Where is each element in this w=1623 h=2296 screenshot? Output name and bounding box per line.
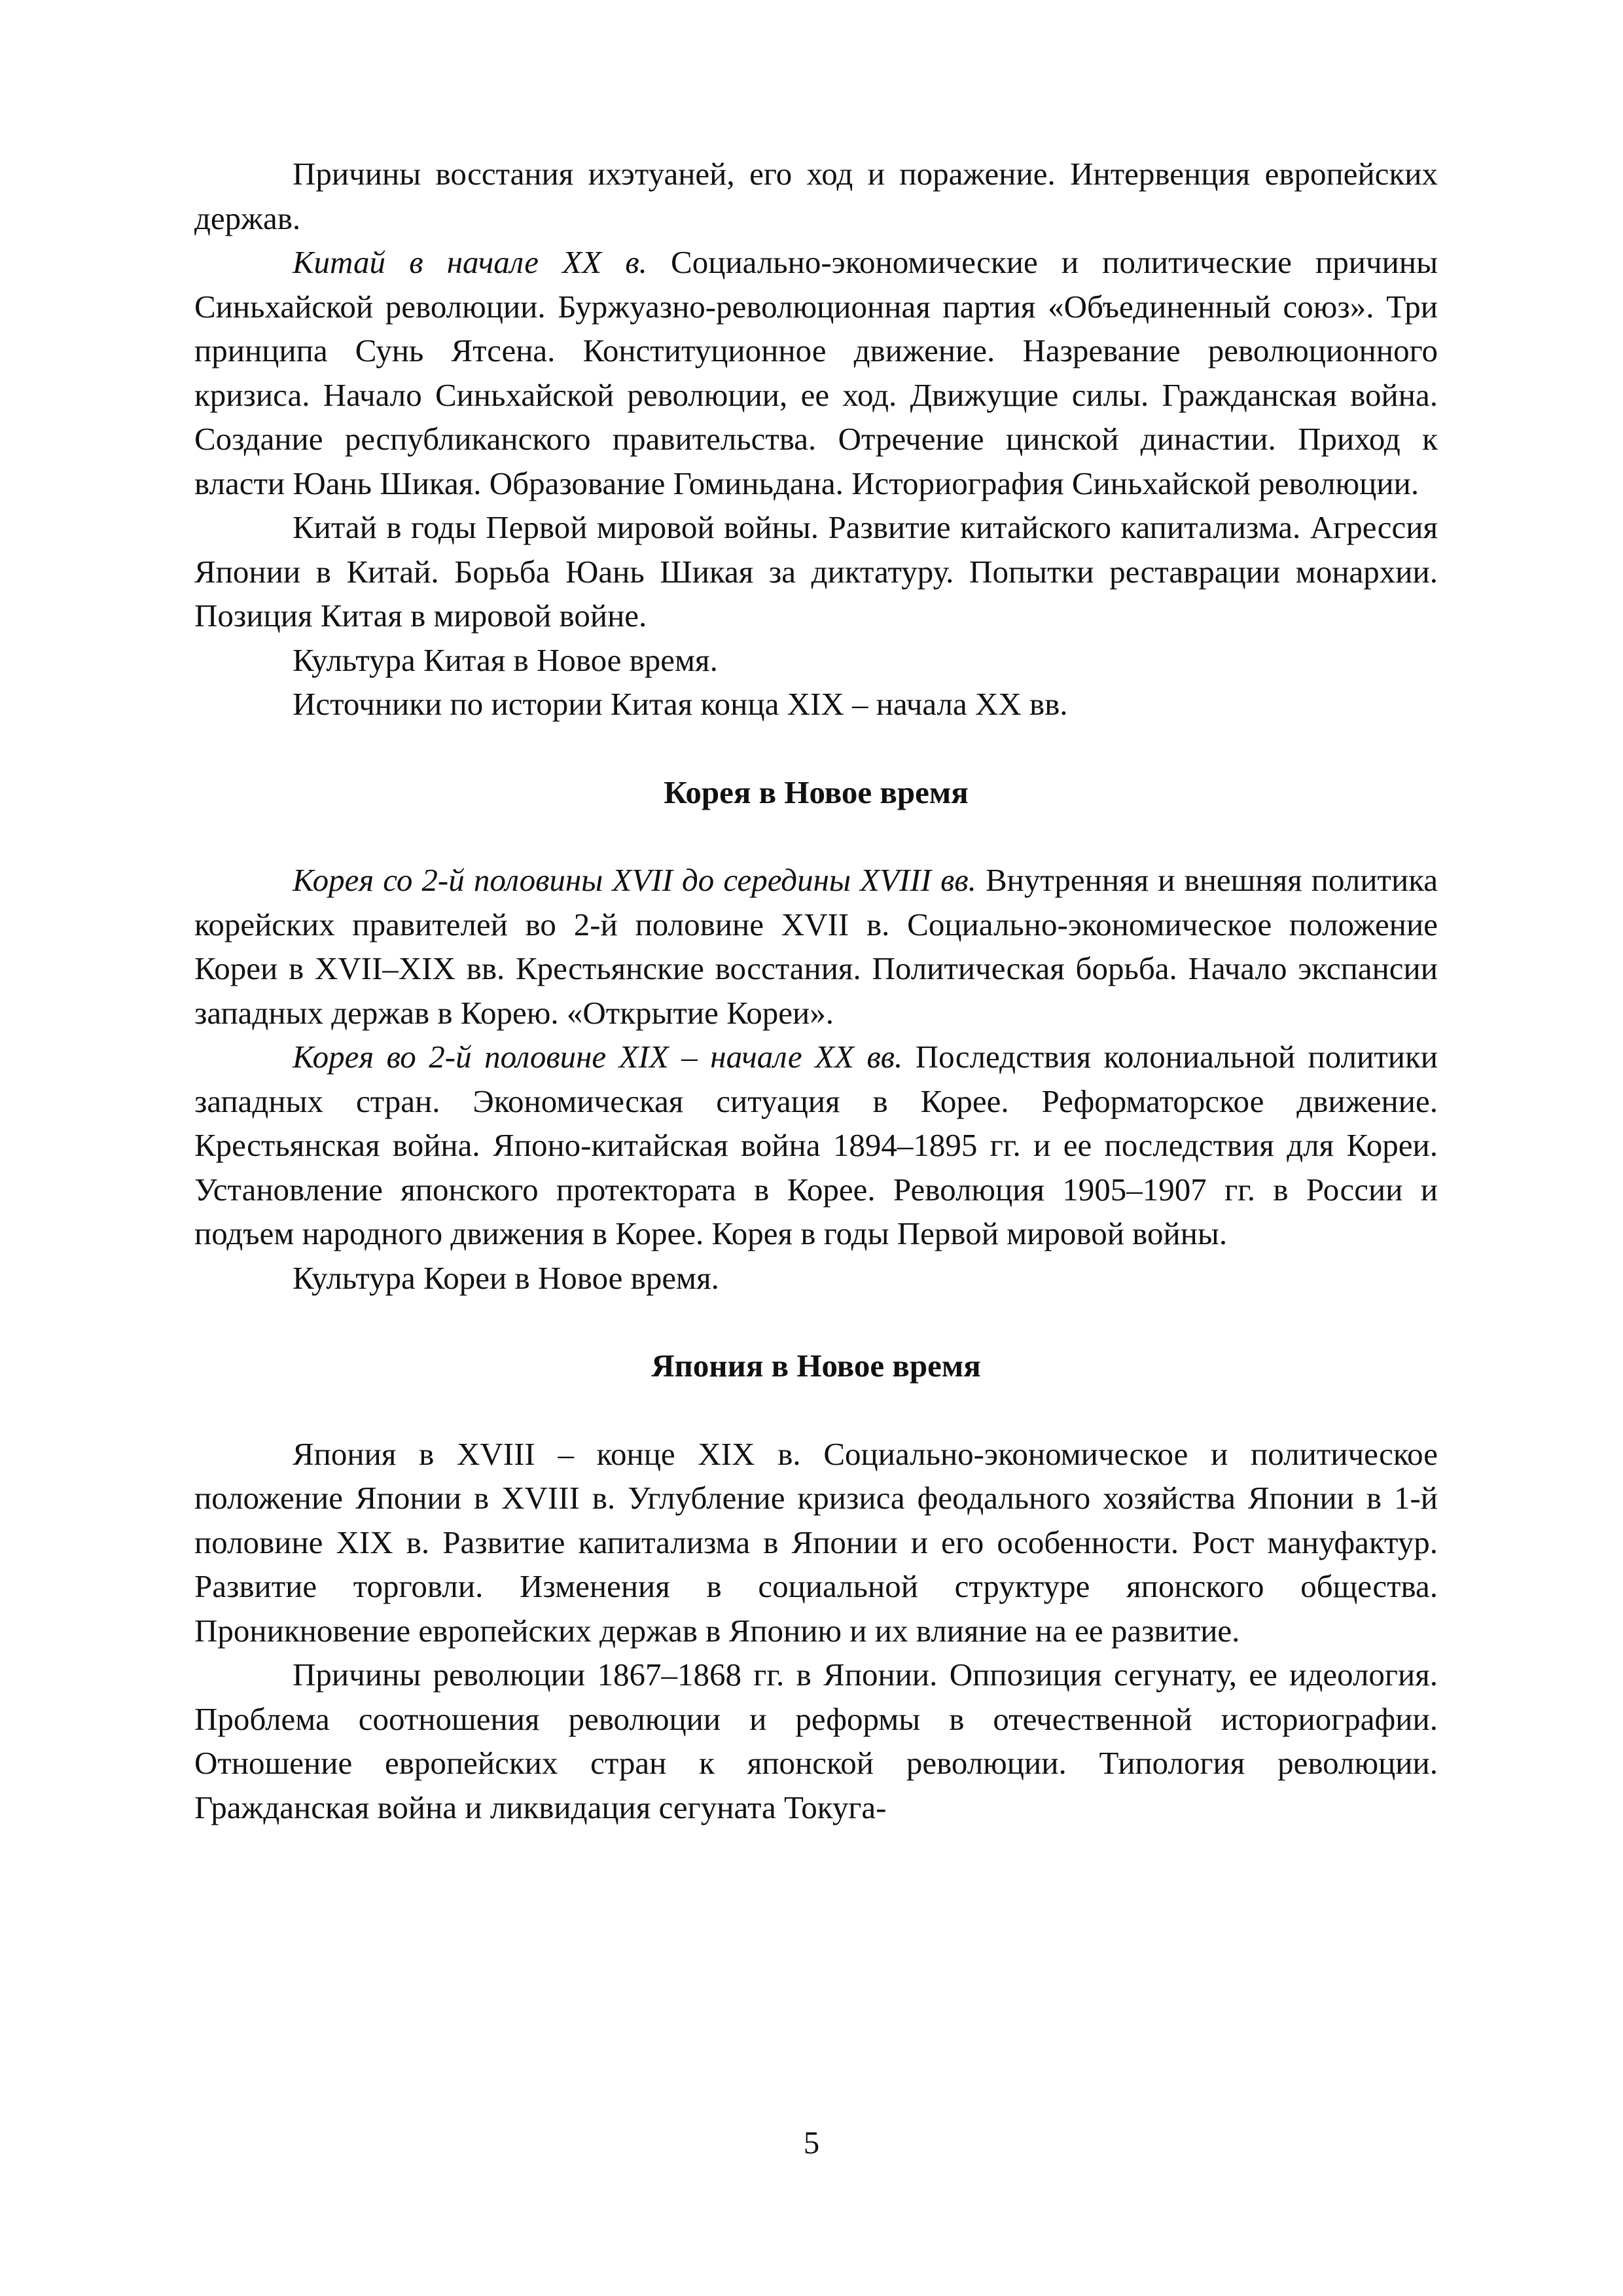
spacer xyxy=(194,814,1438,858)
spacer xyxy=(194,1388,1438,1432)
paragraph-china-early-20c xyxy=(194,240,1438,505)
page-number: 5 xyxy=(803,2125,820,2161)
paragraph-text: Внутренняя и внешняя политика корейских правителей во 2-й половине XVII в. Социально-экономическое положение Кореи в XVII–XIX вв. Крестьянские восстания. Политическая борьба. Начало экспансии западных держав в Корею. «Открытие Кореи». xyxy=(194,862,1438,1031)
spacer xyxy=(194,726,1438,770)
italic-lead-korea-1: Корея со 2-й половины XVII до середины XVIII вв. xyxy=(293,862,976,898)
paragraph-ihetuan: Причины восстания ихэтуаней, его ход и поражение. Интервенция европейских держав. xyxy=(194,156,1438,236)
paragraph-japan-revolution: Причины революции 1867–1868 гг. в Японии. Оппозиция сегунату, ее идеология. Проблема соотношения революции и реформы в отечественной историографии. Отношение европейских стран к японской революции. Типология революции. Гражданская война и ликвидация сегуната Токуга- xyxy=(194,1657,1438,1825)
paragraph-korea-culture: Культура Кореи в Новое время. xyxy=(293,1259,719,1296)
paragraph-china-ww1: Китай в годы Первой мировой войны. Развитие китайского капитализма. Агрессия Японии в Китай. Борьба Юань Шикая за диктатуру. Попытки реставрации монархии. Позиция Китая в мировой войне. xyxy=(194,509,1438,634)
paragraph-china-sources: Источники по истории Китая конца XIX – начала XX вв. xyxy=(293,686,1068,722)
italic-lead-korea-2: Корея во 2-й половине XIX – начале XX вв. xyxy=(293,1039,903,1075)
paragraph-china-culture: Культура Китая в Новое время. xyxy=(293,641,718,678)
paragraph-japan-18-19c: Япония в XVIII – конце XIX в. Социально-экономическое и политическое положение Японии в XVIII в. Углубление кризиса феодального хозяйства Японии в 1-й половине XIX в. Развитие капитализма в Японии и его особенности. Рост мануфактур. Развитие торговли. Изменения в социальной структуре японского общества. Проникновение европейских держав в Японию и их влияние на ее развитие. xyxy=(194,1435,1438,1649)
paragraph-korea-19-20c xyxy=(194,1035,1438,1256)
spacer xyxy=(194,1300,1438,1344)
paragraph-text: Социально-экономические и политические причины Синьхайской революции. Буржуазно-революционная партия «Объединенный союз». Три принципа Сунь Ятсена. Конституционное движение. Назревание революционного кризиса. Начало Синьхайской революции, ее ход. Движущие силы. Гражданская война. Создание республиканского правительства. Отречение цинской династии. Приход к власти Юань Шикая. Образование Гоминьдана. Историография Синьхайской революции. xyxy=(194,244,1438,501)
paragraph-text: Последствия колониальной политики западных стран. Экономическая ситуация в Корее. Реформаторское движение. Крестьянская война. Японо-китайская война 1894–1895 гг. и ее последствия для Кореи. Установление японского протектората в Корее. Революция 1905–1907 гг. в России и подъем народного движения в Корее. Корея в годы Первой мировой войны. xyxy=(194,1039,1438,1251)
page-text-body xyxy=(194,152,1438,1829)
section-heading-korea: Корея в Новое время xyxy=(664,774,969,810)
section-heading-japan: Япония в Новое время xyxy=(651,1348,981,1384)
paragraph-korea-17-18c xyxy=(194,858,1438,1035)
italic-lead-china: Китай в начале XX в. xyxy=(293,244,647,280)
